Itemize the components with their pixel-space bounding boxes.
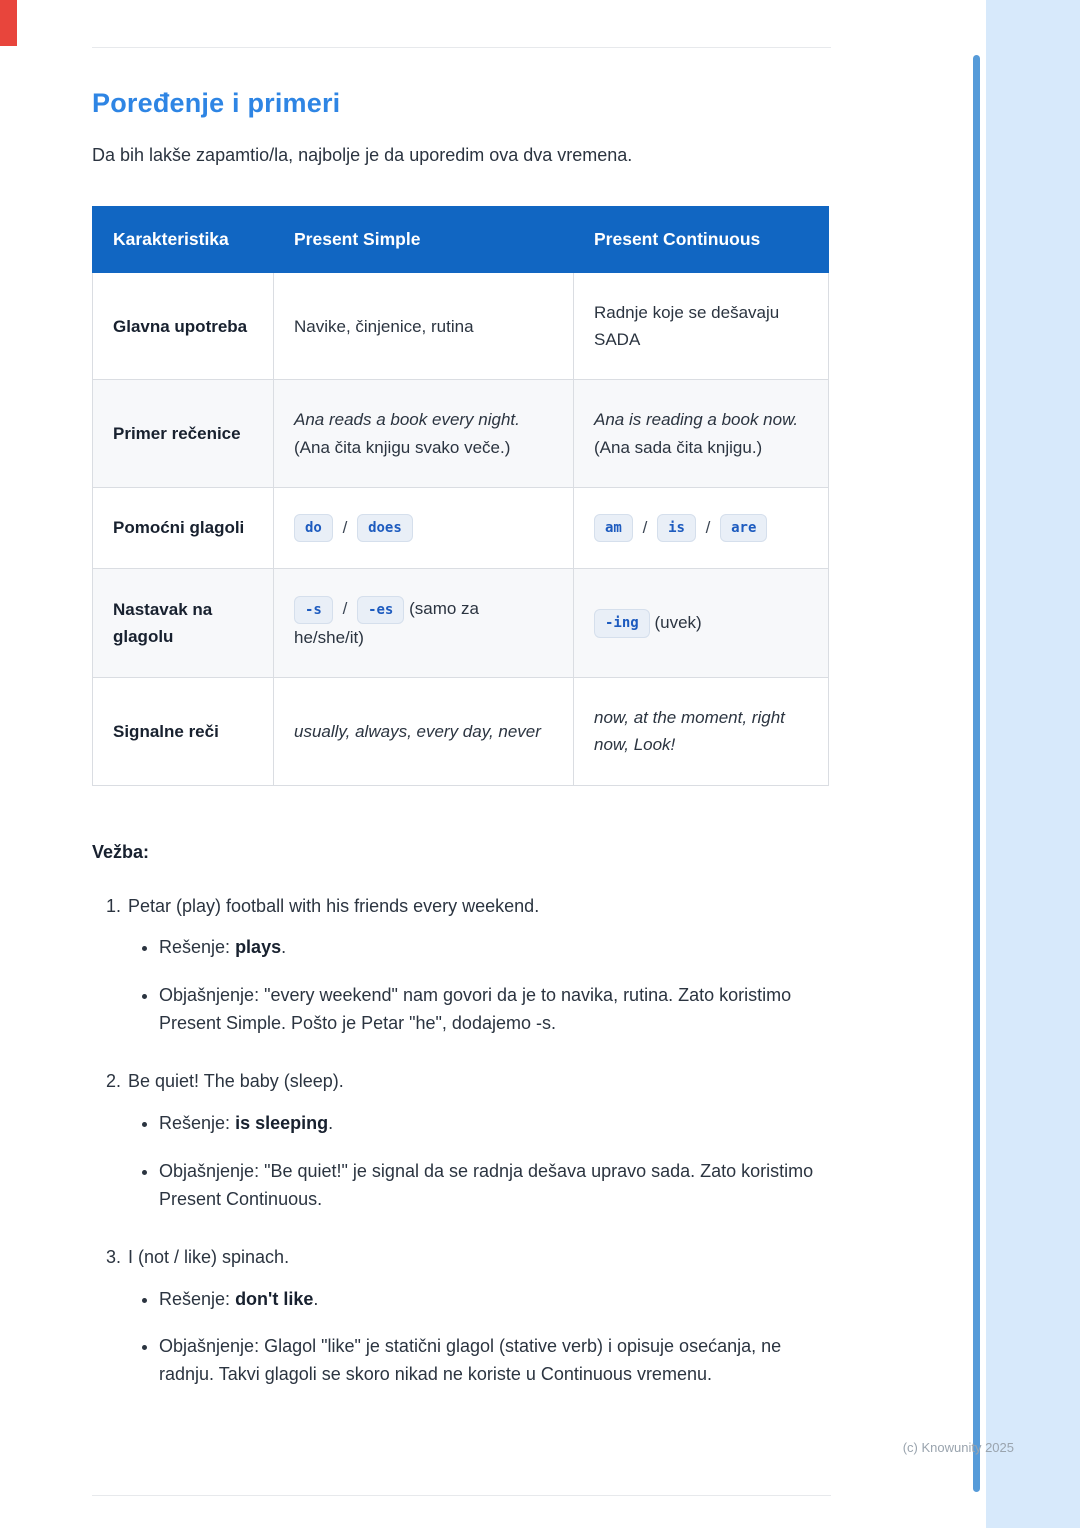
row-label-usage: Glavna upotreba (93, 273, 274, 380)
cell-signals-simple: usually, always, every day, never (274, 678, 574, 785)
comparison-table (92, 206, 829, 786)
table-row-example (93, 380, 829, 487)
cell-usage-continuous: Radnje koje se dešavaju SADA (574, 273, 829, 380)
explanation-text: Glagol "like" je statični glagol (stative verb) i opisuje osećanja, ne radnju. Takvi glagoli se skoro nikad ne koriste u Continuous vremenu. (159, 1336, 782, 1385)
bottom-divider (92, 1495, 831, 1496)
exercise-question: 3. I (not / like) spinach. (128, 1246, 290, 1267)
code-badge-is: is (657, 514, 696, 542)
intro-text: Da bih lakše zapamtio/la, najbolje je da uporedim ova dva vremena. (92, 145, 633, 165)
table-row-usage (93, 273, 829, 380)
cell-example-continuous (574, 380, 829, 487)
solution-label: Rešenje: (159, 1112, 231, 1133)
exercise-list (92, 893, 832, 1390)
code-badge-es: -es (357, 596, 404, 624)
explanation-label: Objašnjenje: (159, 985, 260, 1006)
exercise-item (126, 1244, 832, 1390)
cell-usage-simple: Navike, činjenice, rutina (274, 273, 574, 380)
row-label-suffix: Nastavak na glagolu (93, 569, 274, 678)
cell-auxiliary-simple (274, 487, 574, 569)
copyright-text: (c) Knowunity 2025 (902, 1440, 1014, 1455)
solution-text: plays (235, 937, 282, 958)
column-header-karakteristika: Karakteristika (93, 207, 274, 273)
solution-text: don't like (235, 1288, 314, 1309)
explanation-line (159, 1333, 832, 1389)
solution-label: Rešenje: (159, 937, 231, 958)
solution-line (159, 1110, 832, 1138)
column-header-present-simple: Present Simple (274, 207, 574, 273)
answer-list (128, 1286, 832, 1390)
table-row-suffix (93, 569, 829, 678)
solution-line (159, 1286, 832, 1314)
code-badge-do: do (294, 514, 333, 542)
slash-separator: / (342, 517, 348, 537)
example-sentence-sr: (Ana sada čita knjigu.) (594, 437, 763, 457)
example-sentence-en: Ana is reading a book now. (594, 410, 799, 430)
explanation-text: "Be quiet!" je signal da se radnja dešava upravo sada. Zato koristimo Present Continuous. (159, 1160, 814, 1209)
code-badge-are: are (720, 514, 767, 542)
column-header-present-continuous: Present Continuous (574, 207, 829, 273)
cell-example-simple (274, 380, 574, 487)
page-corner-marker (0, 0, 17, 46)
cell-suffix-continuous (574, 569, 829, 678)
suffix-note: (samo za he/she/it) (294, 599, 480, 647)
exercise-item (126, 1068, 832, 1214)
solution-label: Rešenje: (159, 1288, 231, 1309)
example-sentence-en: Ana reads a book every night. (294, 410, 520, 430)
cell-signals-continuous: now, at the moment, right now, Look! (574, 678, 829, 785)
cell-suffix-simple (274, 569, 574, 678)
table-header-row (93, 207, 829, 273)
scrollbar-thumb[interactable] (973, 55, 980, 1492)
example-sentence-sr: (Ana čita knjigu svako veče.) (294, 437, 511, 457)
answer-list (128, 1110, 832, 1214)
explanation-label: Objašnjenje: (159, 1160, 260, 1181)
exercise-question: 2. Be quiet! The baby (sleep). (128, 1071, 344, 1092)
row-label-example: Primer rečenice (93, 380, 274, 487)
solution-period: . (328, 1112, 334, 1133)
suffix-note: (uvek) (654, 612, 702, 632)
solution-line (159, 934, 832, 962)
slash-separator: / (342, 599, 348, 619)
table-row-auxiliary (93, 487, 829, 569)
slash-separator: / (642, 517, 648, 537)
code-badge-ing: -ing (594, 609, 650, 637)
exercise-heading: Vežba: (92, 841, 150, 862)
answer-list (128, 934, 832, 1038)
exercise-question: 1. Petar (play) football with his friends every weekend. (128, 895, 540, 916)
code-badge-does: does (357, 514, 413, 542)
top-divider (92, 47, 831, 48)
page-title: Poređenje i primeri (92, 88, 341, 118)
document-content (92, 88, 832, 1389)
right-margin-strip (986, 0, 1080, 1528)
code-badge-s: -s (294, 596, 333, 624)
explanation-label: Objašnjenje: (159, 1336, 260, 1357)
cell-auxiliary-continuous (574, 487, 829, 569)
exercise-item (126, 893, 832, 1039)
solution-period: . (313, 1288, 319, 1309)
row-label-auxiliary: Pomoćni glagoli (93, 487, 274, 569)
solution-period: . (281, 937, 287, 958)
slash-separator: / (705, 517, 711, 537)
explanation-text: "every weekend" nam govori da je to navika, rutina. Zato koristimo Present Simple. Pošto je Petar "he", dodajemo -s. (159, 985, 792, 1034)
explanation-line (159, 982, 832, 1038)
explanation-line (159, 1158, 832, 1214)
solution-text: is sleeping (235, 1112, 329, 1133)
table-row-signals (93, 678, 829, 785)
row-label-signals: Signalne reči (93, 678, 274, 785)
code-badge-am: am (594, 514, 633, 542)
